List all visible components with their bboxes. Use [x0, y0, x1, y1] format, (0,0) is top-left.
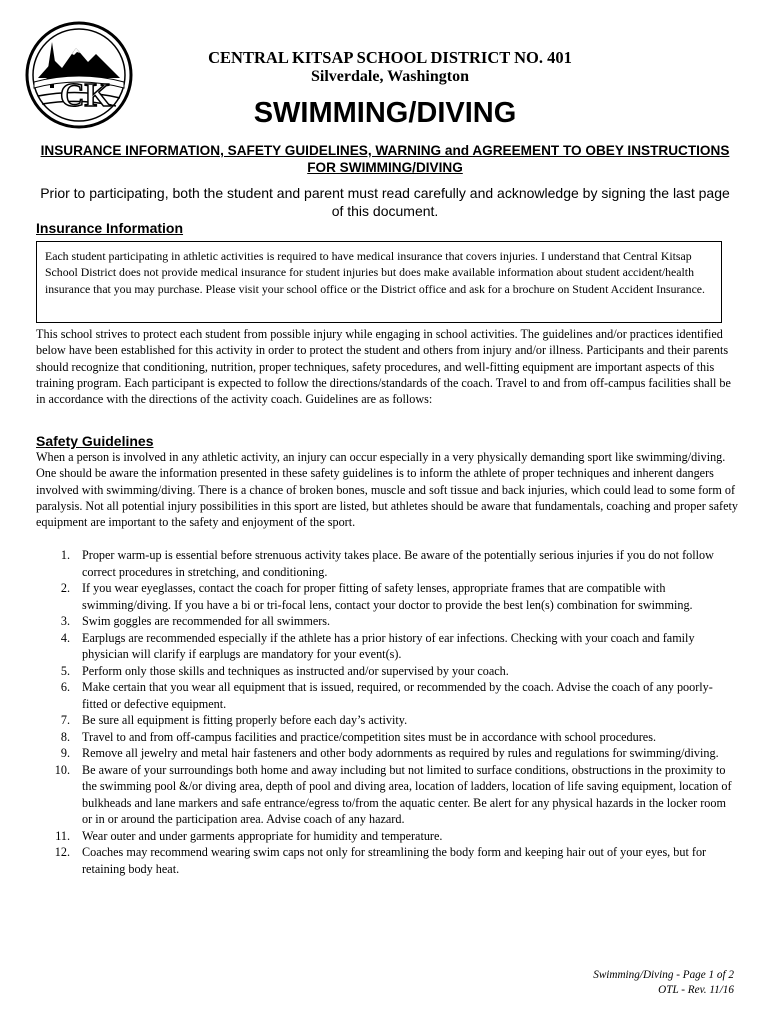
- list-item: [36, 679, 738, 712]
- item-text: Travel to and from off-campus facilities and practice/competition sites must be in accordance with school procedures.: [82, 729, 656, 744]
- page-title: SWIMMING/DIVING: [253, 97, 517, 129]
- list-item: [36, 828, 738, 845]
- list-item: [36, 630, 738, 663]
- list-item: [36, 729, 738, 746]
- district-location: Silverdale, Washington: [311, 68, 469, 85]
- item-number: 1.: [60, 548, 70, 562]
- logo-letters: CK: [60, 77, 111, 114]
- item-number: 3.: [60, 614, 70, 628]
- item-text: Earplugs are recommended especially if the athlete has a prior history of ear infections. Checking with your coach and family physician will clarify if earplugs are mandatory for your event(s).: [82, 630, 695, 661]
- item-text: Perform only those skills and techniques as instructed and/or supervised by your coach.: [82, 663, 509, 678]
- item-text: Make certain that you wear all equipment that is issued, required, or recommended by the coach. Advise the coach of any poorly-fitted or defective equipment.: [82, 680, 713, 711]
- list-item: [36, 580, 738, 613]
- item-number: 5.: [60, 663, 70, 678]
- page-subtitle: INSURANCE INFORMATION, SAFETY GUIDELINES, WARNING and AGREEMENT TO OBEY INSTRUCTIONS FOR SWIMMING/DIVING: [40, 143, 730, 175]
- item-text: If you wear eyeglasses, contact the coach for proper fitting of safety lenses, appropriate frames that are compatible with swimming/diving. If you have a bi or tri-focal lens, contact your doctor to provide the best len(s) combination for swimming.: [82, 581, 693, 612]
- insurance-heading: Insurance Information: [36, 220, 184, 236]
- footer-page: Swimming/Diving - Page 1 of 2: [593, 969, 734, 981]
- safety-paragraph: When a person is involved in any athletic activity, an injury can occur especially in a very physically demanding sport like swimming/diving. One should be aware the information presented in these safety guidelines is to inform the athlete of proper techniques and inherent dangers involved with swimming/diving. There is a chance of broken bones, muscle and soft tissue and back injuries, which could lead to some form of paralysis. Not all potential injury possibilities in this sport are listed, but athletes should be aware that fundamentals, coaching and proper safety equipment are important to the safety and enjoyment of the sport.: [36, 450, 738, 530]
- item-text: Wear outer and under garments appropriate for humidity and temperature.: [82, 828, 443, 843]
- item-number: 12.: [54, 845, 70, 859]
- item-number: 4.: [60, 630, 70, 645]
- item-text: Remove all jewelry and metal hair fasteners and other body adornments as required by rules and regulations for swimming/diving.: [82, 746, 719, 760]
- item-number: 7.: [60, 713, 70, 727]
- item-text: Coaches may recommend wearing swim caps not only for streamlining the body form and keeping hair out of your eyes, but for retaining body heat.: [82, 845, 707, 876]
- list-item: [36, 844, 738, 877]
- item-text: Proper warm-up is essential before strenuous activity takes place. Be aware of the potentially serious injuries if you do not follow correct procedures in stretching, and conditioning.: [82, 548, 714, 579]
- item-number: 10.: [54, 762, 70, 777]
- list-item: [36, 663, 738, 680]
- list-item: [36, 762, 738, 828]
- item-number: 11.: [55, 828, 70, 843]
- district-name: CENTRAL KITSAP SCHOOL DISTRICT NO. 401: [208, 48, 572, 67]
- item-number: 6.: [60, 680, 70, 694]
- item-text: Swim goggles are recommended for all swimmers.: [82, 614, 331, 628]
- intro-paragraph: This school strives to protect each student from possible injury while engaging in school activities. The guidelines and/or practices identified below have been established for this activity in order to protect the student and others from injury and/or illness. Participants and their parents should recognize that conditioning, nutrition, proper techniques, safety procedures, and well-fitting equipment are important aspects of this training program. Each participant is expected to follow the directions/standards of the coach. Travel to and from off-campus facilities shall be in accordance with the directions of the activity coach. Guidelines are as follows:: [36, 327, 731, 407]
- item-number: 9.: [60, 746, 70, 760]
- list-item: [36, 547, 738, 580]
- list-item: [36, 712, 738, 729]
- item-text: Be aware of your surroundings both home and away including but not limited to surface conditions, obstructions in the proximity to the swimming pool &/or diving area, depth of pool and diving area, location of ladders, location of life saving equipment, location of bulkheads and lane markers and safe entrance/egress to/from the aquatic center. Be alert for any physical hazards in the locker room or in or around the participation area. Advise coach of any hazard.: [82, 762, 732, 826]
- insurance-box: Each student participating in athletic activities is required to have medical insurance that covers injuries. I understand that Central Kitsap School District does not provide medical insurance for student injuries but does make available information about student accident/health insurance that you may purchase. Please visit your school office or the District office and ask for a brochure on Student Accident Insurance.: [36, 241, 722, 323]
- list-item: [36, 613, 738, 630]
- list-item: [36, 745, 738, 762]
- prior-notice: Prior to participating, both the student and parent must read carefully and acknowledge by signing the last page of this document.: [40, 185, 730, 219]
- safety-guidelines-list: [36, 547, 738, 877]
- item-number: 2.: [60, 581, 70, 595]
- footer-revision: OTL - Rev. 11/16: [658, 984, 734, 996]
- item-number: 8.: [60, 729, 70, 744]
- safety-heading: Safety Guidelines: [36, 433, 154, 449]
- item-text: Be sure all equipment is fitting properly before each day’s activity.: [82, 713, 408, 727]
